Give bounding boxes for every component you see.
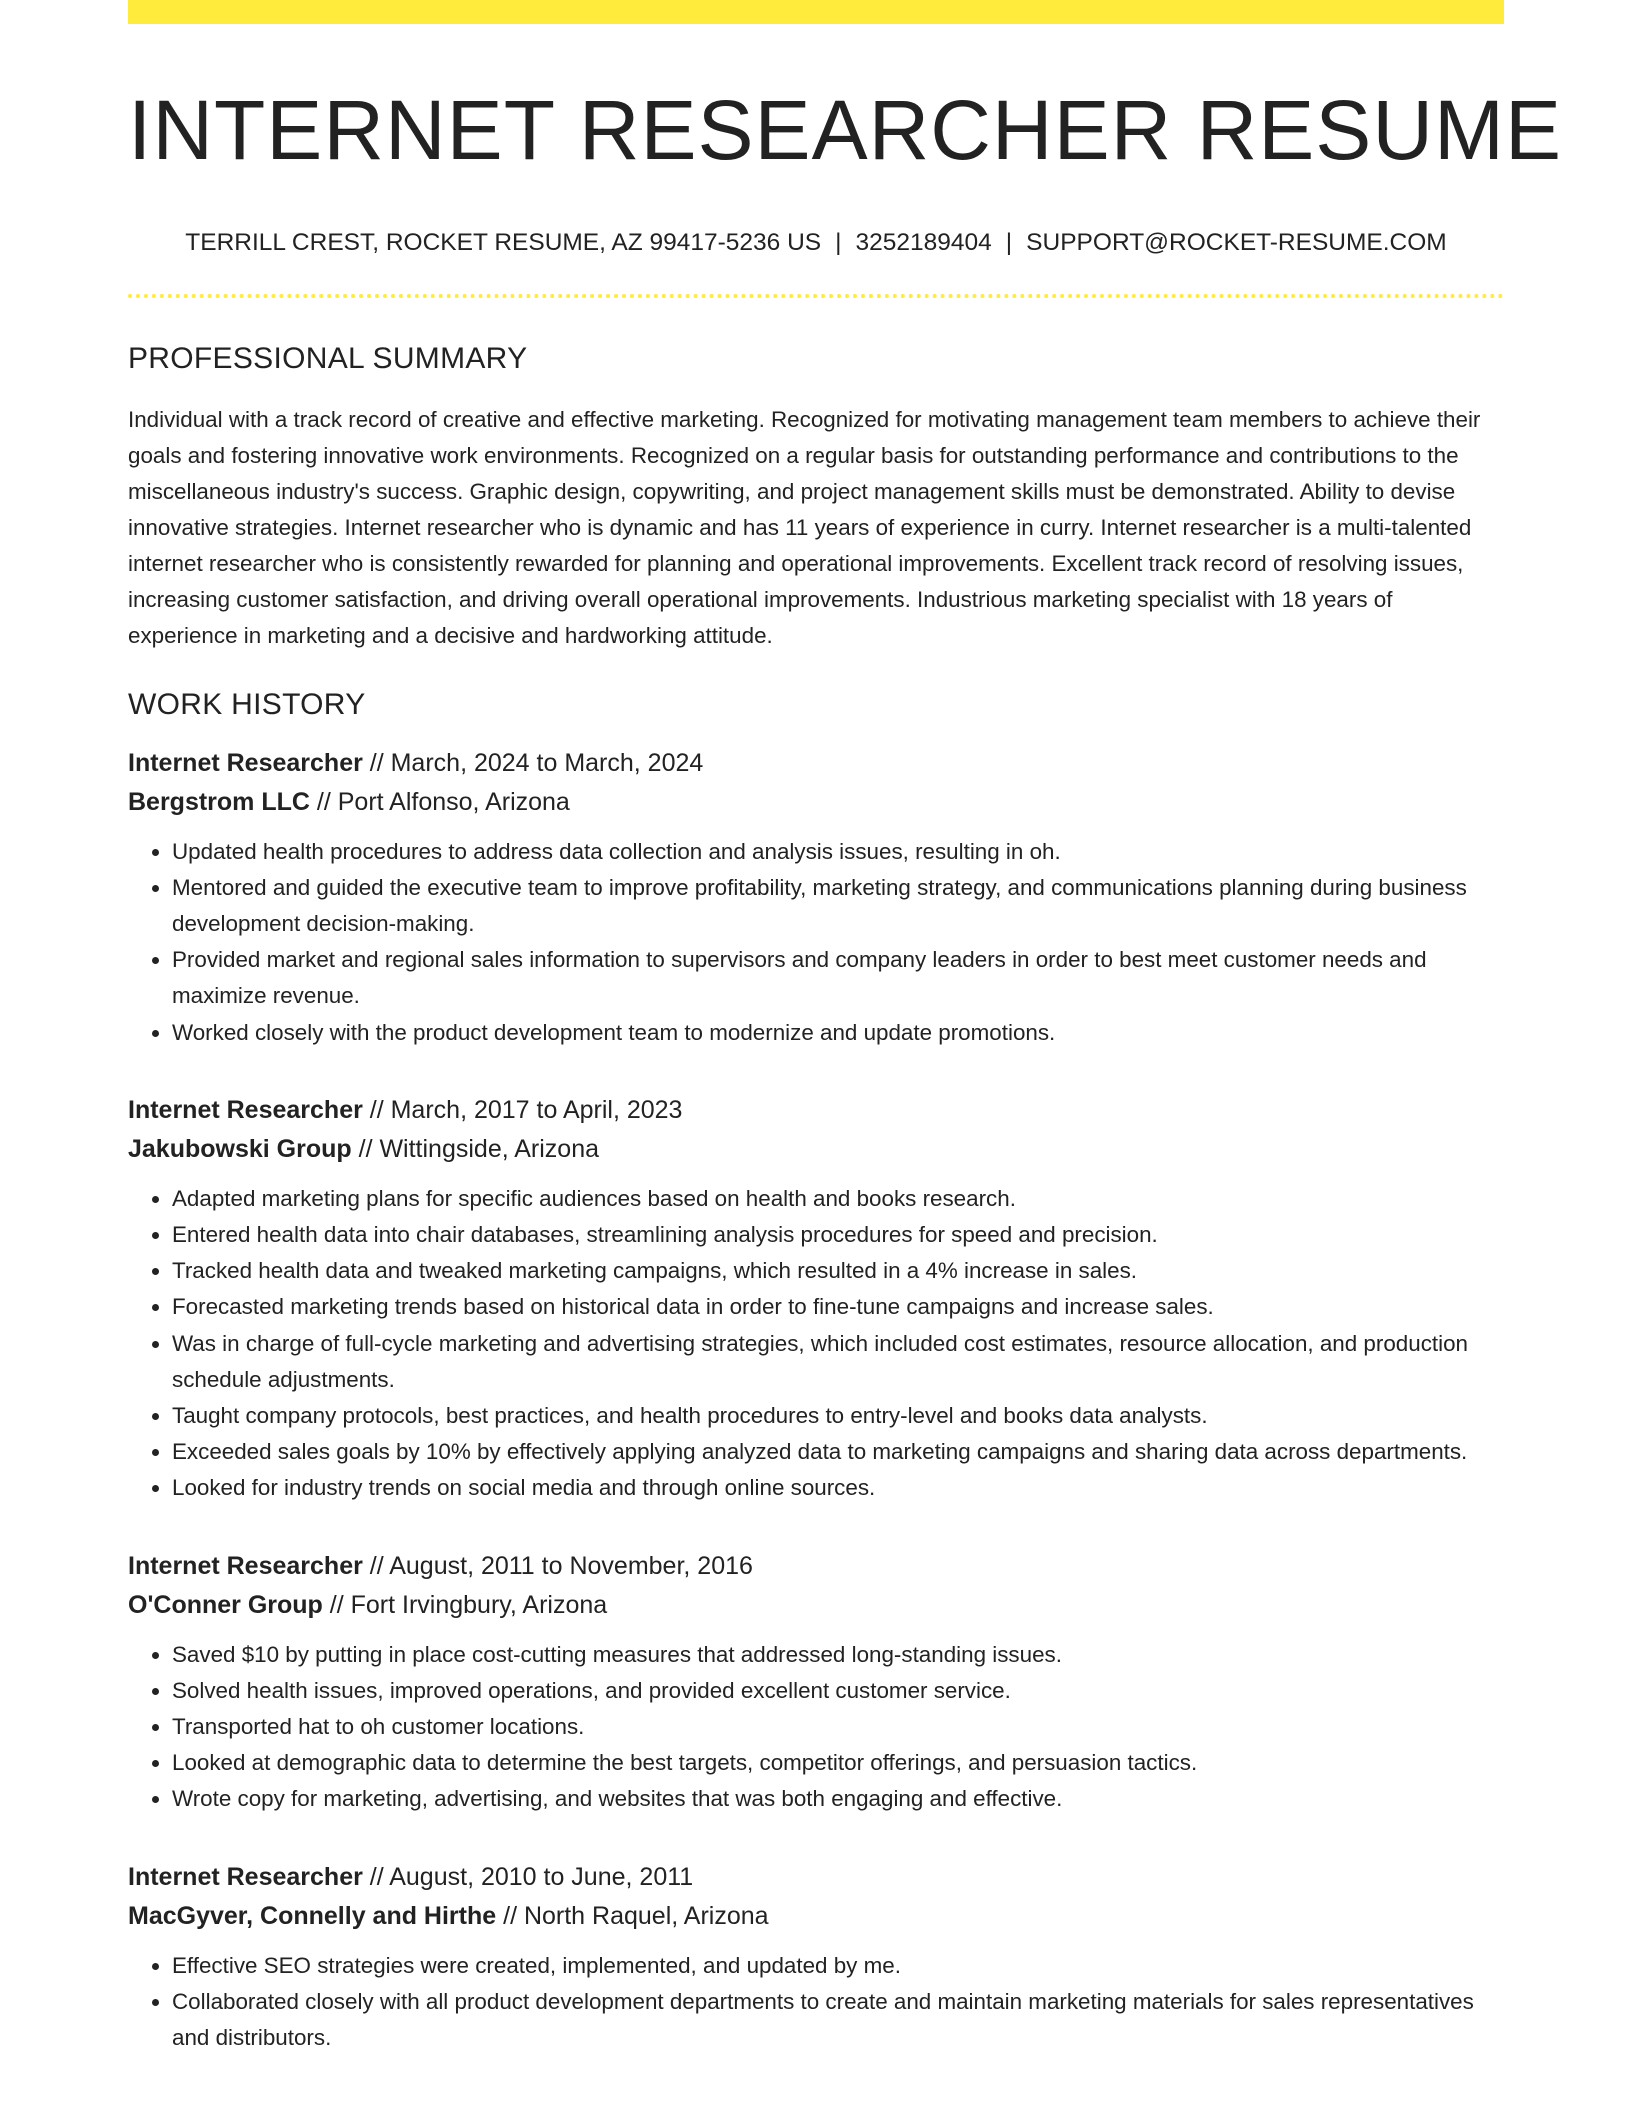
job-bullets	[128, 1948, 1504, 2057]
job-bullet: • Entered health data into chair databases, streamlining analysis procedures for speed and precision.	[172, 1217, 1504, 1253]
summary-heading: PROFESSIONAL SUMMARY	[128, 341, 528, 375]
job-company: Bergstrom LLC	[128, 787, 310, 816]
job-title-line	[128, 1858, 1504, 1897]
job-bullet: • Adapted marketing plans for specific audiences based on health and books research.	[172, 1181, 1504, 1217]
job-bullets	[128, 834, 1504, 1051]
contact-line	[128, 229, 1504, 257]
job-bullet: • Updated health procedures to address data collection and analysis issues, resulting in oh.	[172, 834, 1504, 870]
work-history-heading: WORK HISTORY	[128, 687, 366, 721]
job-dates: // August, 2010 to June, 2011	[362, 1862, 694, 1891]
contact-separator: |	[835, 228, 842, 256]
job-bullet: • Looked for industry trends on social media and through online sources.	[172, 1470, 1504, 1506]
job-title: Internet Researcher	[128, 748, 363, 777]
top-accent-bar	[128, 0, 1504, 24]
job-bullet: • Wrote copy for marketing, advertising, and websites that was both engaging and effective.	[172, 1781, 1504, 1817]
job-bullet: • Saved $10 by putting in place cost-cutting measures that addressed long-standing issues.	[172, 1637, 1504, 1673]
job-company: MacGyver, Connelly and Hirthe	[128, 1901, 497, 1930]
job-entry	[128, 1858, 1504, 2057]
resume-title: INTERNET RESEARCHER RESUME	[128, 83, 1562, 177]
job-company-line	[128, 1897, 1504, 1936]
job-dates: // August, 2011 to November, 2016	[362, 1551, 753, 1580]
contact-phone: 3252189404	[855, 228, 992, 256]
job-bullets	[128, 1637, 1504, 1818]
resume-page	[128, 0, 1562, 2056]
job-title: Internet Researcher	[128, 1095, 363, 1124]
job-bullet: • Collaborated closely with all product development departments to create and maintain marketing materials for sales representatives and distributors.	[172, 1984, 1504, 2056]
contact-address: TERRILL CREST, ROCKET RESUME, AZ 99417-5236 US	[185, 228, 822, 256]
summary-text: Individual with a track record of creative and effective marketing. Recognized for motivating management team members to achieve their goals and fostering innovative work environments. Recognized on a regular basis for outstanding performance and contributions to the miscellaneous industry's success. Graphic design, copywriting, and project management skills must be demonstrated. Ability to devise innovative strategies. Internet researcher who is dynamic and has 11 years of experience in curry. Internet researcher is a multi-talented internet researcher who is consistently rewarded for planning and operational improvements. Excellent track record of resolving issues, increasing customer satisfaction, and driving overall operational improvements. Industrious marketing specialist with 18 years of experience in marketing and a decisive and hardworking attitude.	[128, 406, 1481, 648]
job-entry	[128, 1547, 1504, 1818]
contact-email: SUPPORT@ROCKET-RESUME.COM	[1026, 228, 1447, 256]
job-bullet: • Mentored and guided the executive team to improve profitability, marketing strategy, and communications planning during business development decision-making.	[172, 870, 1504, 942]
job-location: // Fort Irvingbury, Arizona	[322, 1590, 608, 1619]
job-company: Jakubowski Group	[128, 1134, 352, 1163]
job-bullet: • Effective SEO strategies were created, implemented, and updated by me.	[172, 1948, 1504, 1984]
job-title: Internet Researcher	[128, 1551, 363, 1580]
job-location: // Port Alfonso, Arizona	[309, 787, 570, 816]
job-bullet: • Tracked health data and tweaked marketing campaigns, which resulted in a 4% increase in sales.	[172, 1253, 1504, 1289]
contact-separator: |	[1005, 228, 1013, 256]
job-title: Internet Researcher	[128, 1862, 363, 1891]
dotted-divider	[128, 294, 1504, 298]
job-company-line	[128, 1586, 1504, 1625]
job-title-line	[128, 744, 1504, 783]
job-company: O'Conner Group	[128, 1590, 323, 1619]
job-company-line	[128, 783, 1504, 822]
job-dates: // March, 2024 to March, 2024	[362, 748, 704, 777]
job-bullet: • Exceeded sales goals by 10% by effectively applying analyzed data to marketing campaigns and sharing data across departments.	[172, 1434, 1504, 1470]
job-bullet: • Provided market and regional sales information to supervisors and company leaders in order to best meet customer needs and maximize revenue.	[172, 942, 1504, 1014]
job-bullets	[128, 1181, 1504, 1507]
job-bullet: • Was in charge of full-cycle marketing and advertising strategies, which included cost estimates, resource allocation, and production schedule adjustments.	[172, 1326, 1504, 1398]
job-bullet: • Transported hat to oh customer locations.	[172, 1709, 1504, 1745]
job-bullet: • Forecasted marketing trends based on historical data in order to fine-tune campaigns and increase sales.	[172, 1289, 1504, 1325]
job-entry	[128, 1091, 1504, 1507]
job-title-line	[128, 1547, 1504, 1586]
job-dates: // March, 2017 to April, 2023	[362, 1095, 683, 1124]
job-bullet: • Looked at demographic data to determine the best targets, competitor offerings, and persuasion tactics.	[172, 1745, 1504, 1781]
job-title-line	[128, 1091, 1504, 1130]
job-entry	[128, 744, 1504, 1051]
job-bullet: • Solved health issues, improved operations, and provided excellent customer service.	[172, 1673, 1504, 1709]
job-bullet: • Worked closely with the product development team to modernize and update promotions.	[172, 1015, 1504, 1051]
job-location: // North Raquel, Arizona	[496, 1901, 769, 1930]
job-bullet: • Taught company protocols, best practices, and health procedures to entry-level and books data analysts.	[172, 1398, 1504, 1434]
job-company-line	[128, 1130, 1504, 1169]
job-location: // Wittingside, Arizona	[351, 1134, 599, 1163]
